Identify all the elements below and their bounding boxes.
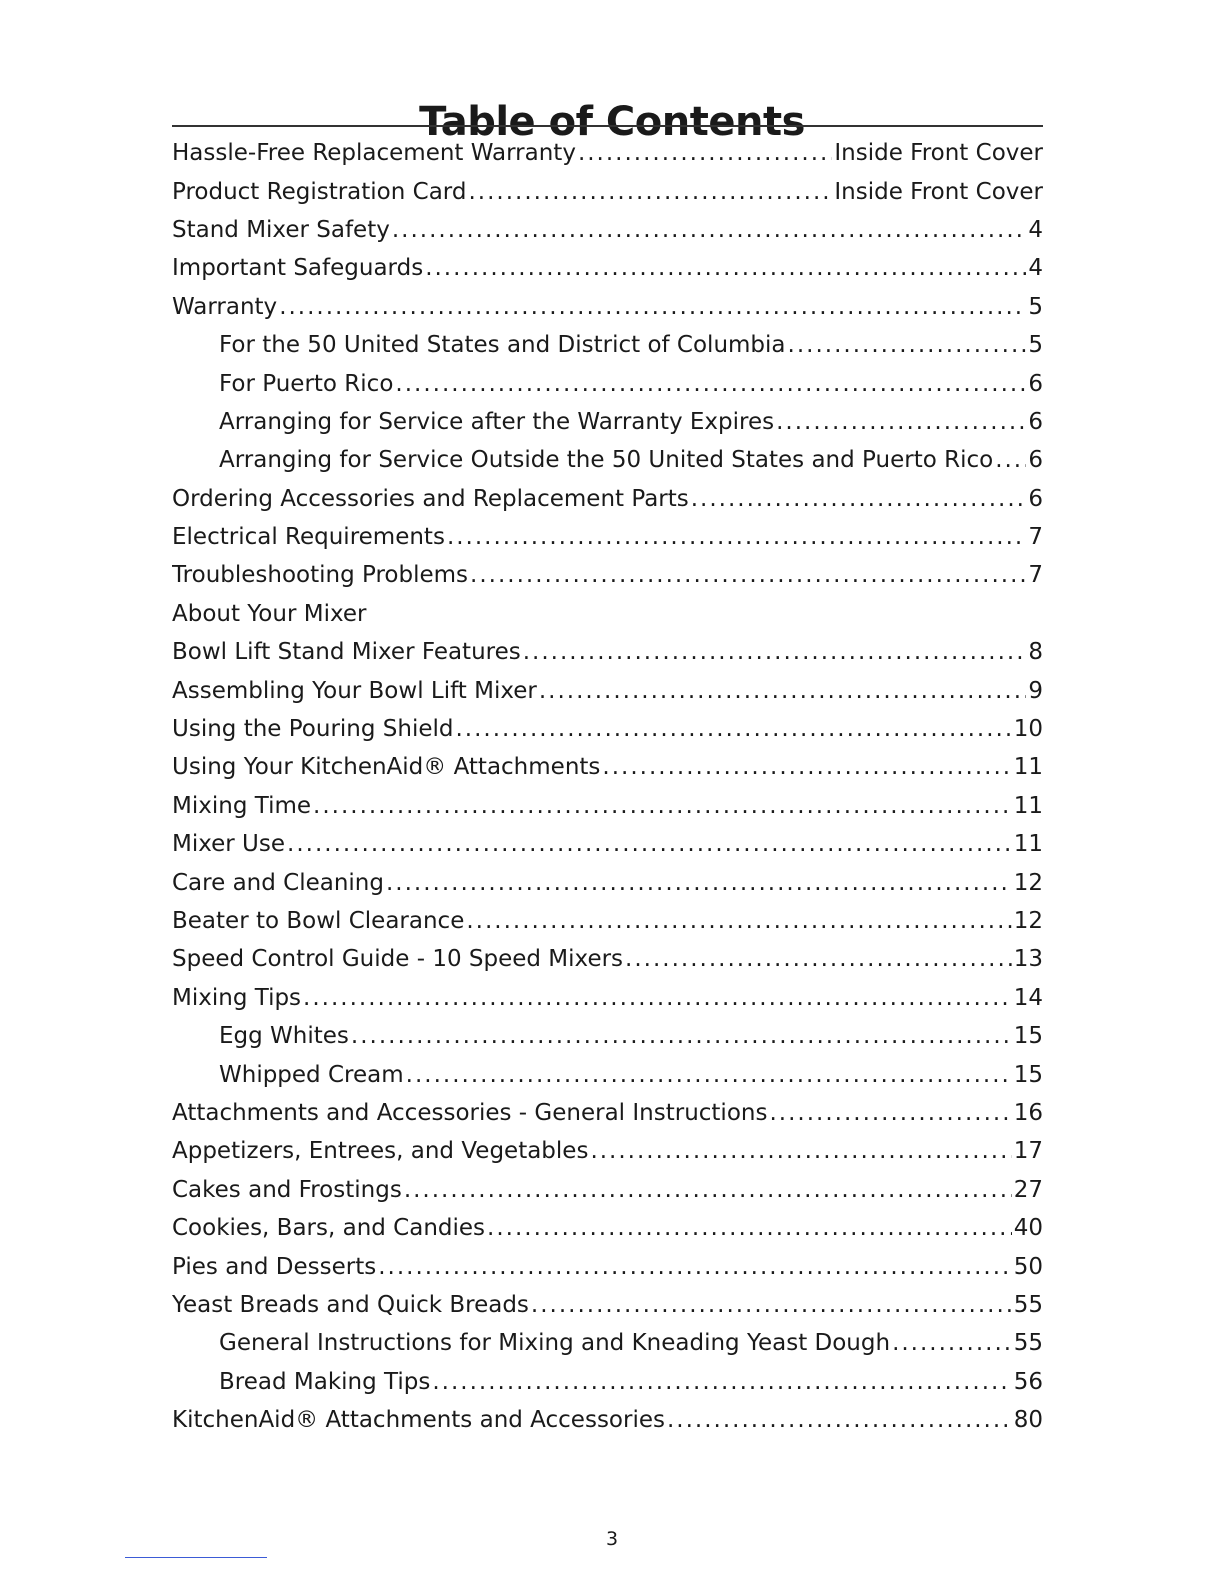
toc-entry-label: Electrical Requirements <box>172 524 445 551</box>
toc-entry-label: Yeast Breads and Quick Breads <box>172 1291 529 1318</box>
toc-dot-leader <box>468 179 832 205</box>
toc-entry-page: 4 <box>1028 255 1043 282</box>
toc-entry <box>172 172 1043 210</box>
toc-entry-label: Bread Making Tips <box>219 1368 431 1395</box>
toc-entry-page: 6 <box>1028 447 1043 474</box>
toc-entry-page: 15 <box>1013 1061 1043 1088</box>
toc-entry <box>172 748 1043 786</box>
toc-entry <box>172 1401 1043 1439</box>
toc-dot-leader <box>456 716 1012 742</box>
toc-entry <box>172 671 1043 709</box>
toc-entry <box>172 134 1043 172</box>
toc-entry-label: Troubleshooting Problems <box>172 562 469 589</box>
toc-entry-page: 4 <box>1028 216 1043 243</box>
toc-entry-label: Bowl Lift Stand Mixer Features <box>172 639 521 666</box>
toc-entry-label: Mixing Time <box>172 792 312 819</box>
toc-entry <box>172 211 1043 249</box>
toc-entry-page: 14 <box>1013 984 1043 1011</box>
toc-entry-page: 5 <box>1028 293 1043 320</box>
toc-entry-label: KitchenAid® Attachments and Accessories <box>172 1407 665 1434</box>
toc-entry-page: 7 <box>1028 524 1043 551</box>
toc-entry-page: 80 <box>1013 1407 1043 1434</box>
toc-dot-leader <box>487 1215 1012 1241</box>
toc-entry-label: Egg Whites <box>219 1023 349 1050</box>
toc-entry-page: 55 <box>1013 1330 1043 1357</box>
footer-divider <box>125 1557 267 1558</box>
toc-entry-page: 27 <box>1013 1176 1043 1203</box>
toc-entry-page: Inside Front Cover <box>834 178 1043 205</box>
toc-dot-leader <box>539 678 1026 704</box>
toc-entry <box>172 1209 1043 1247</box>
toc-entry <box>172 710 1043 748</box>
toc-dot-leader <box>776 409 1026 435</box>
toc-dot-leader <box>892 1330 1012 1356</box>
toc-entry <box>172 1017 1043 1055</box>
toc-entry-label: Ordering Accessories and Replacement Parts <box>172 485 689 512</box>
toc-entry <box>172 326 1043 364</box>
toc-dot-leader <box>432 1369 1011 1395</box>
toc-dot-leader <box>691 486 1027 512</box>
toc-entry-label: Warranty <box>172 293 278 320</box>
toc-entry-page: 11 <box>1013 792 1043 819</box>
toc-entry-label: Mixing Tips <box>172 984 302 1011</box>
toc-entry-page: 11 <box>1013 754 1043 781</box>
toc-entry-label: Speed Control Guide - 10 Speed Mixers <box>172 946 624 973</box>
toc-dot-leader <box>625 946 1012 972</box>
toc-entry-label: Using the Pouring Shield <box>172 716 454 743</box>
toc-entry <box>172 787 1043 825</box>
toc-entry <box>172 1363 1043 1401</box>
toc-entry-page: 55 <box>1013 1291 1043 1318</box>
toc-dot-leader <box>578 140 832 166</box>
toc-dot-leader <box>287 831 1012 857</box>
toc-entry-page: 15 <box>1013 1023 1043 1050</box>
toc-entry-label: Stand Mixer Safety <box>172 216 390 243</box>
toc-dot-leader <box>590 1138 1011 1164</box>
toc-entry <box>172 1094 1043 1132</box>
toc-dot-leader <box>466 908 1011 934</box>
toc-entry <box>172 595 1043 633</box>
toc-entry-label: General Instructions for Mixing and Kneading Yeast Dough <box>219 1330 891 1357</box>
toc-dot-leader <box>392 217 1027 243</box>
toc-entry <box>172 979 1043 1017</box>
toc-entry <box>172 633 1043 671</box>
toc-entry-page: 16 <box>1013 1099 1043 1126</box>
toc-entry-label: Arranging for Service Outside the 50 United States and Puerto Rico <box>219 447 994 474</box>
toc-entry <box>172 1055 1043 1093</box>
toc-entry <box>172 1247 1043 1285</box>
toc-entry-label: Hassle-Free Replacement Warranty <box>172 140 576 167</box>
toc-dot-leader <box>303 985 1012 1011</box>
toc-entry-page: 12 <box>1013 869 1043 896</box>
toc-entry-page: 7 <box>1028 562 1043 589</box>
page-title: Table of Contents <box>419 98 805 145</box>
toc-entry-page: 6 <box>1028 485 1043 512</box>
toc-entry-label: Mixer Use <box>172 831 286 858</box>
toc-dot-leader <box>470 562 1026 588</box>
toc-dot-leader <box>425 255 1026 281</box>
toc-entry-label: Care and Cleaning <box>172 869 384 896</box>
toc-dot-leader <box>279 294 1026 320</box>
toc-dot-leader <box>531 1292 1012 1318</box>
toc-entry <box>172 480 1043 518</box>
toc-entry <box>172 1132 1043 1170</box>
toc-entry-page: 6 <box>1028 408 1043 435</box>
toc-dot-leader <box>395 371 1026 397</box>
toc-entry-label: Whipped Cream <box>219 1061 404 1088</box>
toc-entry <box>172 249 1043 287</box>
toc-entry <box>172 1171 1043 1209</box>
table-of-contents-list <box>172 134 1043 1439</box>
toc-entry-page: 40 <box>1013 1215 1043 1242</box>
toc-dot-leader <box>447 524 1026 550</box>
toc-entry-label: Cookies, Bars, and Candies <box>172 1215 486 1242</box>
toc-entry-page: 10 <box>1013 716 1043 743</box>
toc-entry <box>172 518 1043 556</box>
toc-entry <box>172 1286 1043 1324</box>
page-number: 3 <box>605 1528 619 1550</box>
toc-dot-leader <box>788 332 1027 358</box>
toc-entry-label: About Your Mixer <box>172 600 367 627</box>
toc-dot-leader <box>378 1254 1012 1280</box>
toc-entry <box>172 825 1043 863</box>
toc-dot-leader <box>404 1177 1012 1203</box>
toc-entry-label: Pies and Desserts <box>172 1253 377 1280</box>
toc-entry <box>172 441 1043 479</box>
toc-entry-label: Product Registration Card <box>172 178 467 205</box>
toc-entry-label: Arranging for Service after the Warranty Expires <box>219 408 775 435</box>
toc-entry-label: Attachments and Accessories - General Instructions <box>172 1099 768 1126</box>
toc-entry-label: Important Safeguards <box>172 255 424 282</box>
toc-entry-page: 13 <box>1013 946 1043 973</box>
toc-entry-page: 12 <box>1013 908 1043 934</box>
toc-entry-label: Beater to Bowl Clearance <box>172 908 465 934</box>
toc-entry-page: 56 <box>1013 1368 1043 1395</box>
toc-entry <box>172 556 1043 594</box>
toc-entry-page: 5 <box>1028 332 1043 359</box>
toc-entry <box>172 940 1043 978</box>
toc-entry-page: 9 <box>1028 677 1043 704</box>
toc-entry <box>172 902 1043 940</box>
toc-entry-page: 50 <box>1013 1253 1043 1280</box>
toc-entry-label: Appetizers, Entrees, and Vegetables <box>172 1138 589 1165</box>
toc-entry <box>172 403 1043 441</box>
toc-entry-label: Assembling Your Bowl Lift Mixer <box>172 677 537 704</box>
toc-entry-label: For the 50 United States and District of Columbia <box>219 332 786 359</box>
toc-entry <box>172 863 1043 901</box>
toc-entry <box>172 288 1043 326</box>
title-divider <box>172 125 1043 127</box>
toc-dot-leader <box>667 1407 1012 1433</box>
toc-entry <box>172 1324 1043 1362</box>
toc-dot-leader <box>406 1062 1012 1088</box>
toc-entry-page: 8 <box>1028 639 1043 666</box>
toc-dot-leader <box>313 793 1012 819</box>
toc-entry <box>172 364 1043 402</box>
toc-entry-label: Cakes and Frostings <box>172 1176 402 1203</box>
toc-dot-leader <box>523 639 1027 665</box>
toc-entry-page: 17 <box>1013 1138 1043 1165</box>
toc-entry-page: 6 <box>1028 370 1043 397</box>
toc-dot-leader <box>351 1023 1012 1049</box>
toc-entry-label: For Puerto Rico <box>219 370 394 397</box>
toc-dot-leader <box>386 870 1012 896</box>
toc-dot-leader <box>602 754 1011 780</box>
toc-entry-page: 11 <box>1013 831 1043 858</box>
toc-dot-leader <box>995 447 1026 473</box>
toc-entry-label: Using Your KitchenAid® Attachments <box>172 754 601 781</box>
toc-entry-page: Inside Front Cover <box>834 140 1043 167</box>
toc-dot-leader <box>769 1100 1011 1126</box>
